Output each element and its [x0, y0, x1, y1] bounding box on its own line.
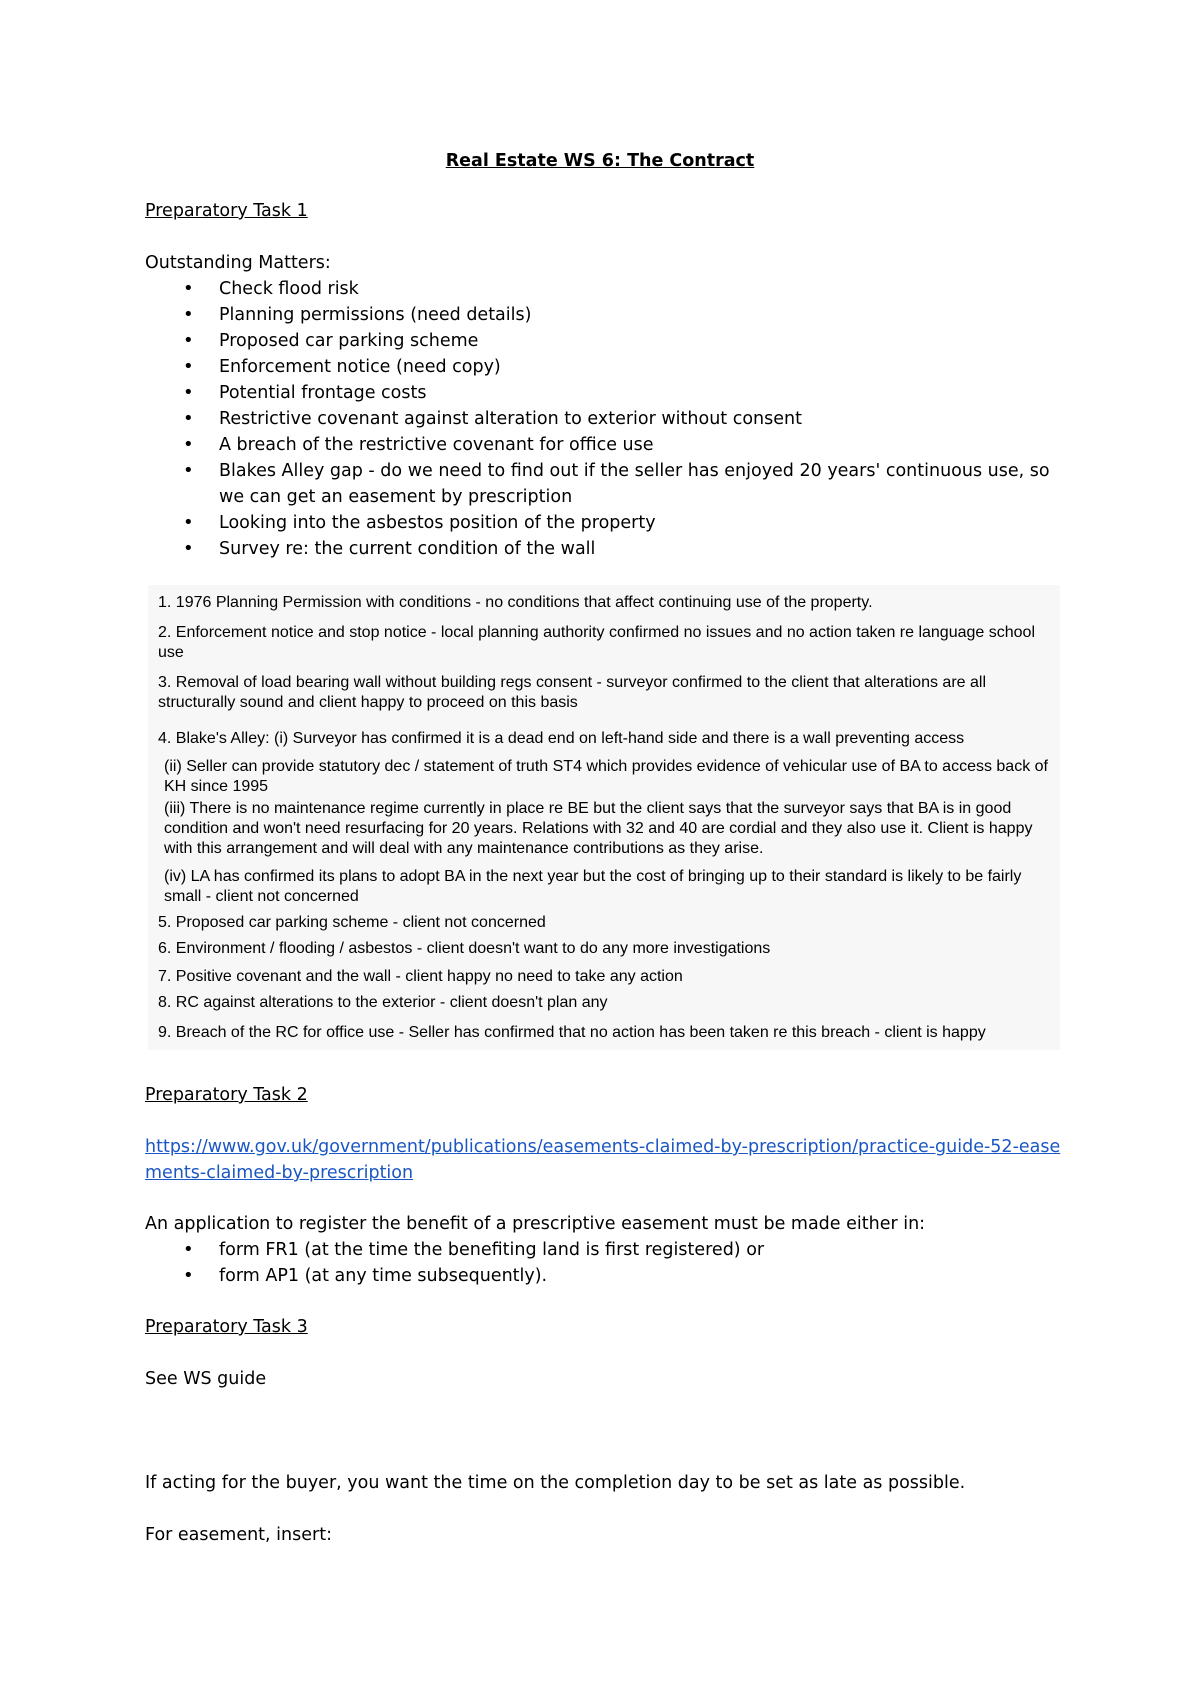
list-item: • form FR1 (at the time the benefiting land is first registered) or [145, 1237, 1075, 1263]
list-item: • A breach of the restrictive covenant for office use [145, 432, 1075, 458]
task3-line: If acting for the buyer, you want the time on the completion day to be set as late as possible. [145, 1473, 966, 1493]
document-title: Real Estate WS 6: The Contract [445, 151, 755, 171]
task1-heading: Preparatory Task 1 [145, 201, 308, 221]
note-item: 2. Enforcement notice and stop notice - local planning authority confirmed no issues and no action taken re language school use [158, 624, 1035, 661]
application-forms-list [145, 1237, 1075, 1289]
outstanding-matters-list [145, 276, 1075, 562]
prescription-guide-link[interactable] [145, 1134, 1075, 1186]
note-item: (ii) Seller can provide statutory dec / statement of truth ST4 which provides evidence of vehicular use of BA to access back of KH since 1995 [164, 758, 1048, 795]
note-item: 3. Removal of load bearing wall without building regs consent - surveyor confirmed to the client that alterations are all structurally sound and client happy to proceed on this basis [158, 674, 986, 711]
note-item: 9. Breach of the RC for office use - Seller has confirmed that no action has been taken re this breach - client is happy [158, 1024, 986, 1041]
list-item: • Planning permissions (need details) [145, 302, 1075, 328]
list-item: • form AP1 (at any time subsequently). [145, 1263, 1075, 1289]
task2-heading: Preparatory Task 2 [145, 1085, 308, 1105]
note-item: (iv) LA has confirmed its plans to adopt BA in the next year but the cost of bringing up to their standard is likely to be fairly small - client not concerned [164, 868, 1022, 905]
task3-line: See WS guide [145, 1369, 267, 1389]
note-item: 5. Proposed car parking scheme - client not concerned [158, 914, 546, 931]
note-item: 7. Positive covenant and the wall - client happy no need to take any action [158, 968, 683, 985]
note-item: 4. Blake's Alley: (i) Surveyor has confirmed it is a dead end on left-hand side and there is a wall preventing access [158, 730, 965, 747]
list-item: • Restrictive covenant against alteration to exterior without consent [145, 406, 1075, 432]
note-item: 6. Environment / flooding / asbestos - client doesn't want to do any more investigations [158, 940, 771, 957]
list-item: • Enforcement notice (need copy) [145, 354, 1075, 380]
task3-heading: Preparatory Task 3 [145, 1317, 308, 1337]
list-item: • Potential frontage costs [145, 380, 1075, 406]
list-item: • Blakes Alley gap - do we need to find out if the seller has enjoyed 20 years' continuous use, so we can get an easement by prescription [145, 458, 1075, 510]
note-item: 1. 1976 Planning Permission with conditions - no conditions that affect continuing use of the property. [158, 594, 873, 611]
task2-intro: An application to register the benefit of a prescriptive easement must be made either in: [145, 1214, 926, 1234]
note-item: (iii) There is no maintenance regime currently in place re BE but the client says that the surveyor says that BA is in good condition and won't need resurfacing for 20 years. Relations with 32 and 40 are cordial and they also use it. Client is happy with this arrangement and will deal with any maintenance contributions as they arise. [164, 800, 1033, 857]
task1-intro: Outstanding Matters: [145, 253, 331, 273]
list-item: • Check flood risk [145, 276, 1075, 302]
link-text[interactable]: https://www.gov.uk/government/publications/easements-claimed-by-prescription/practice-guide-52-easements-claimed-by-prescription [145, 1137, 1061, 1183]
list-item: • Survey re: the current condition of the wall [145, 536, 1075, 562]
list-item: • Looking into the asbestos position of the property [145, 510, 1075, 536]
pasted-notes-image [148, 585, 1060, 1050]
list-item: • Proposed car parking scheme [145, 328, 1075, 354]
task3-line: For easement, insert: [145, 1525, 332, 1545]
note-item: 8. RC against alterations to the exterior - client doesn't plan any [158, 994, 608, 1011]
